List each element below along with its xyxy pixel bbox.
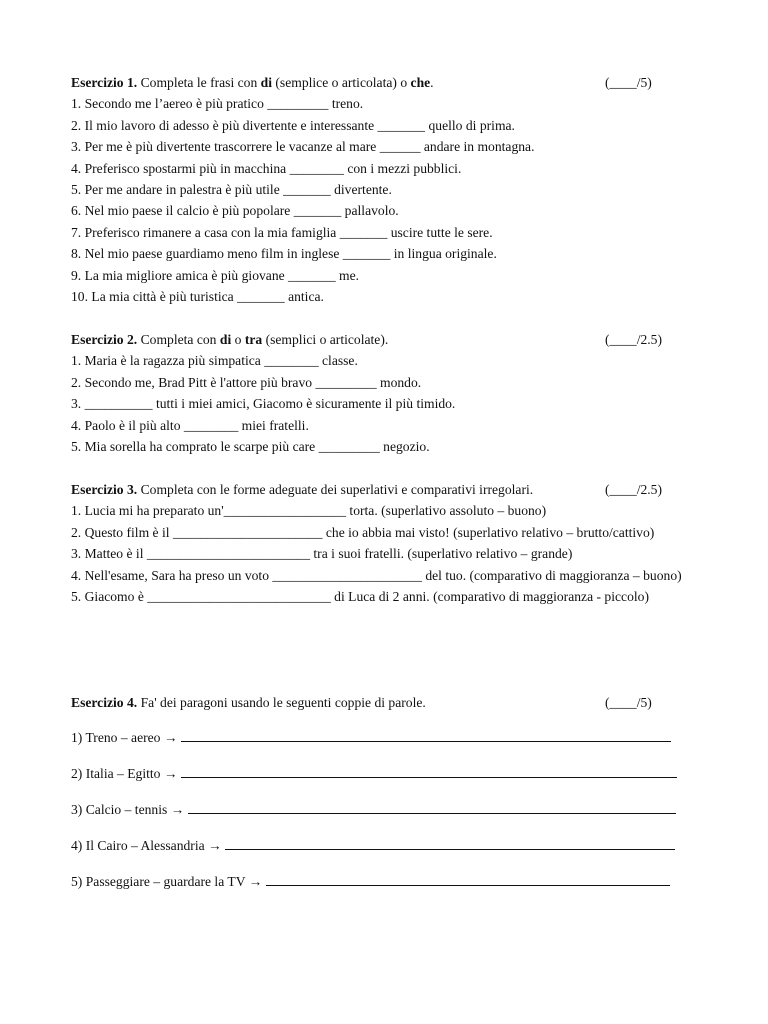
sentence-item: 3. Matteo è il ________________________ tra i suoi fratelli. (superlativo relativo – grande): [71, 546, 573, 562]
score-box: (____/2.5): [605, 332, 663, 347]
sentence-item: 2. Questo film è il ______________________ che io abbia mai visto! (superlativo relativo – brutto/cattivo): [71, 524, 655, 540]
exercise-3: [71, 479, 701, 607]
sentence-item: 2. Secondo me, Brad Pitt è l'attore più bravo _________ mondo.: [71, 374, 422, 390]
answer-line[interactable]: [266, 871, 670, 886]
instruction-keyword: tra: [244, 332, 263, 347]
exercise-3-header: [71, 479, 701, 500]
exercise-4-header: [71, 692, 701, 713]
comparison-item: [71, 799, 701, 835]
exercise-4: [71, 692, 701, 906]
answer-line[interactable]: [188, 799, 676, 814]
instruction-text: Completa con: [137, 332, 220, 347]
sentence-item: 4. Paolo è il più alto ________ miei fratelli.: [71, 417, 309, 433]
sentence-item: 7. Preferisco rimanere a casa con la mia famiglia _______ uscire tutte le sere.: [71, 224, 493, 240]
instruction-text: Fa' dei paragoni usando le seguenti coppie di parole.: [137, 695, 426, 710]
instruction-text: o: [231, 332, 245, 347]
sentence-item: 9. La mia migliore amica è più giovane _______ me.: [71, 267, 360, 283]
sentence-item: 5. Per me andare in palestra è più utile _______ divertente.: [71, 182, 392, 198]
sentence-item: 3. __________ tutti i miei amici, Giacomo è sicuramente il più timido.: [71, 396, 456, 412]
word-pair-label: 3) Calcio – tennis →: [71, 802, 185, 817]
answer-line[interactable]: [225, 835, 675, 850]
comparison-item: [71, 871, 701, 907]
instruction-keyword: di: [260, 75, 272, 90]
instruction-text: (semplici o articolate).: [262, 332, 389, 347]
exercise-1-header: [71, 72, 701, 93]
sentence-item: 10. La mia città è più turistica _______ antica.: [71, 289, 324, 305]
word-pair-label: 4) Il Cairo – Alessandria →: [71, 837, 222, 853]
comparison-item: [71, 763, 701, 799]
exercise-title: Esercizio 4.: [71, 695, 138, 710]
word-pair-label: 1) Treno – aereo →: [71, 730, 178, 746]
score-box: (____/5): [605, 695, 652, 710]
exercise-2-header: [71, 329, 701, 350]
sentence-item: 4. Nell'esame, Sara ha preso un voto ______________________ del tuo. (comparativo di maggioranza – buono): [71, 567, 682, 583]
exercise-title: Esercizio 2.: [71, 332, 138, 347]
instruction-text: Completa con le forme adeguate dei superlativi e comparativi irregolari.: [137, 482, 534, 497]
score-box: (____/5): [605, 75, 652, 90]
sentence-item: 1. Lucia mi ha preparato un'__________________ torta. (superlativo assoluto – buono): [71, 503, 547, 519]
sentence-item: 8. Nel mio paese guardiamo meno film in inglese _______ in lingua originale.: [71, 246, 497, 262]
word-pair-label: 2) Italia – Egitto →: [71, 766, 178, 782]
exercise-title: Esercizio 3.: [71, 482, 138, 497]
instruction-text: (semplice o articolata) o: [272, 75, 411, 90]
comparison-item: [71, 835, 701, 871]
sentence-item: 1. Secondo me l’aereo è più pratico _________ treno.: [71, 96, 364, 112]
exercise-title: Esercizio 1.: [71, 75, 138, 90]
score-box: (____/2.5): [605, 482, 663, 497]
sentence-item: 5. Giacomo è ___________________________ di Luca di 2 anni. (comparativo di maggioranza - piccolo): [71, 589, 649, 605]
instruction-keyword: di: [219, 332, 232, 347]
instruction-keyword: che: [410, 75, 431, 90]
word-pair-label: 5) Passeggiare – guardare la TV →: [71, 873, 263, 889]
answer-line[interactable]: [181, 763, 677, 778]
sentence-item: 2. Il mio lavoro di adesso è più divertente e interessante _______ quello di prima.: [71, 117, 515, 133]
exercise-1: [71, 72, 701, 307]
comparison-item: [71, 727, 701, 763]
instruction-text: Completa le frasi con: [137, 75, 261, 90]
sentence-item: 6. Nel mio paese il calcio è più popolare _______ pallavolo.: [71, 203, 399, 219]
sentence-item: 5. Mia sorella ha comprato le scarpe più care _________ negozio.: [71, 439, 430, 455]
answer-line[interactable]: [181, 727, 671, 742]
instruction-text: .: [430, 75, 434, 90]
sentence-item: 1. Maria è la ragazza più simpatica ________ classe.: [71, 353, 358, 369]
sentence-item: 4. Preferisco spostarmi più in macchina ________ con i mezzi pubblici.: [71, 160, 462, 176]
sentence-item: 3. Per me è più divertente trascorrere le vacanze al mare ______ andare in montagna.: [71, 139, 535, 155]
exercise-2: [71, 329, 701, 457]
